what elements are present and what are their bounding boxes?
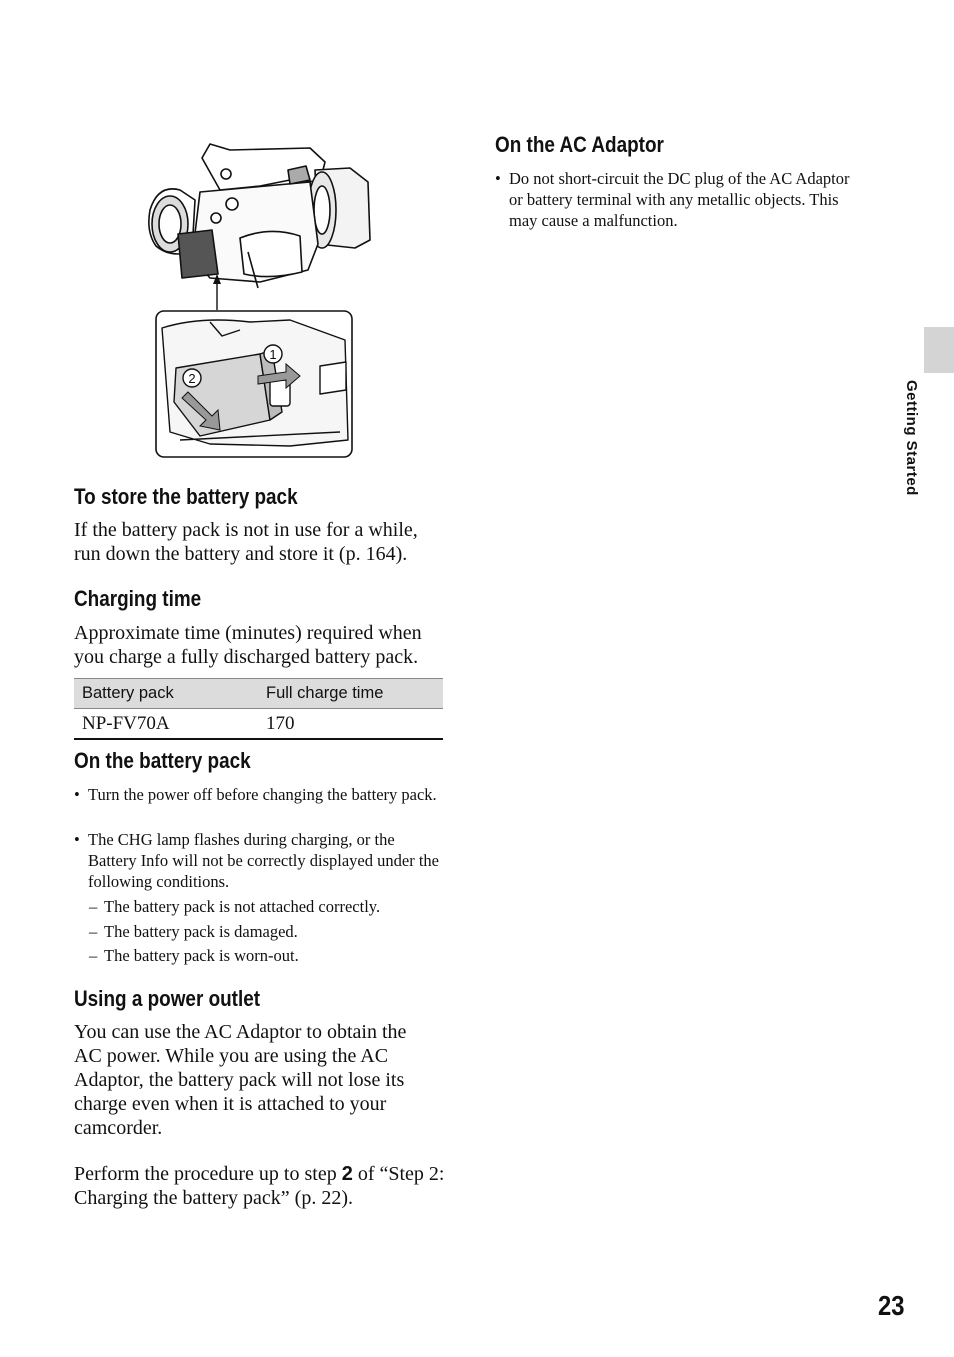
dash-marker: –: [89, 946, 98, 965]
heading-store-battery: To store the battery pack: [74, 484, 298, 509]
procedure-step-number: 2: [341, 1163, 353, 1185]
table-cell-model: NP-FV70A: [74, 709, 258, 740]
heading-ac-adaptor: On the AC Adaptor: [495, 132, 664, 157]
table-cell-time: 170: [258, 709, 443, 740]
charging-time-text: Approximate time (minutes) required when you charge a fully discharged battery pack.: [74, 622, 422, 668]
callout-2: 2: [188, 371, 196, 386]
procedure-text-pre: Perform the procedure up to step: [74, 1163, 342, 1185]
table-row: [74, 709, 443, 740]
dash-marker: –: [89, 922, 98, 941]
bullet-text: The CHG lamp flashes during charging, or the Battery Info will not be correctly displayed under the following conditions.: [88, 830, 439, 891]
battery-removal-illustration: [140, 140, 380, 460]
table-header-full-charge-time: Full charge time: [258, 679, 443, 709]
table-header-battery-pack: Battery pack: [74, 679, 258, 709]
list-item: [74, 829, 446, 892]
list-item: [74, 784, 446, 805]
sub-list-item: [89, 945, 449, 966]
sub-list-item: [89, 896, 449, 917]
bullet-text: Do not short-circuit the DC plug of the AC Adaptor or battery terminal with any metallic objects. This may cause a malfunction.: [509, 169, 850, 230]
callout-1: 1: [269, 347, 277, 362]
power-outlet-text: You can use the AC Adaptor to obtain the AC power. While you are using the AC Adaptor, the battery pack will not lose its charge even when it is attached to your camcorder.: [74, 1021, 407, 1139]
sub-list-item: [89, 921, 449, 942]
list-item: [495, 168, 851, 231]
sub-item-text: The battery pack is damaged.: [104, 922, 298, 941]
section-tab-text: Getting Started: [903, 380, 920, 496]
dash-marker: –: [89, 897, 98, 916]
bullet-marker: •: [74, 830, 80, 849]
bullet-marker: •: [495, 169, 501, 188]
table-header-row: [74, 679, 443, 709]
section-tab-marker: [924, 327, 954, 373]
procedure-text-post: of “Step 2: Charging the battery pack” (p. 22).: [74, 1163, 445, 1209]
heading-on-battery-pack: On the battery pack: [74, 748, 251, 773]
heading-power-outlet: Using a power outlet: [74, 986, 261, 1011]
bullet-marker: •: [74, 785, 80, 804]
heading-charging-time: Charging time: [74, 586, 202, 611]
section-tab-label: [898, 380, 922, 510]
page-number: 23: [878, 1290, 905, 1321]
sub-item-text: The battery pack is not attached correctly.: [104, 897, 381, 916]
sub-item-text: The battery pack is worn-out.: [104, 946, 299, 965]
procedure-text: [74, 1162, 446, 1210]
store-battery-text: If the battery pack is not in use for a while, run down the battery and store it (p. 164).: [74, 519, 418, 565]
bullet-text: Turn the power off before changing the battery pack.: [88, 785, 437, 804]
charging-time-table: [74, 678, 443, 740]
